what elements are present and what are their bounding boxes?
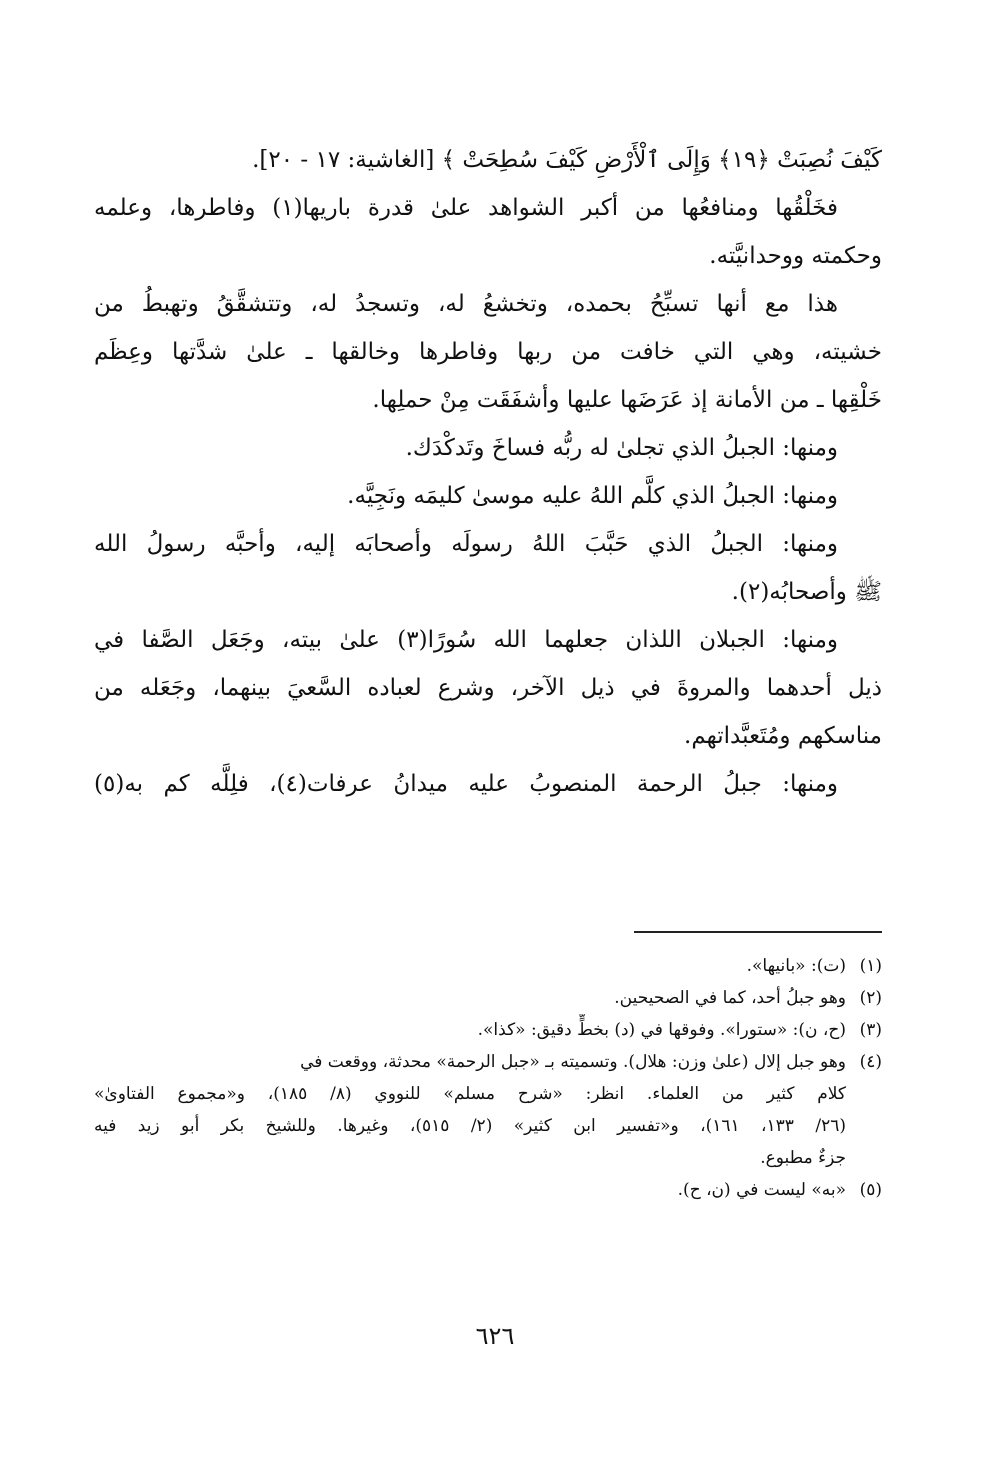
footnote-text: «به» ليست في (ن، ح). xyxy=(677,1180,846,1200)
text-line: فخَلْقُها ومنافعُها من أكبر الشواهد علىٰ قدرة باريها(١) وفاطرها، وعلمه xyxy=(94,195,839,221)
footnote-divider xyxy=(634,931,882,933)
text-line: وحكمته ووحدانيَّته. xyxy=(709,243,882,269)
footnote-1 xyxy=(94,950,882,982)
footnotes xyxy=(94,950,882,1206)
footnote-number: (١) xyxy=(859,956,882,976)
footnote-number: (٥) xyxy=(859,1180,882,1200)
text-line: هذا مع أنها تسبِّحُ بحمده، وتخشعُ له، وتسجدُ له، وتتشقَّقُ وتهبطُ من xyxy=(94,291,838,317)
text-line: ﷺ وأصحابُه(٢). xyxy=(731,579,882,605)
footnote-text: (ت): «بانيها». xyxy=(746,956,846,976)
text-line: ومنها: جبلُ الرحمة المنصوبُ عليه ميدانُ عرفات(٤)، فلِلَّه كم به(٥) xyxy=(94,771,838,797)
text-line: ومنها: الجبلُ الذي حَبَّبَ اللهُ رسولَه وأصحابَه إليه، وأحبَّه رسولُ الله xyxy=(94,531,838,557)
footnote-text: وهو جبل إلال (علىٰ وزن: هلال). وتسميته بـ «جبل الرحمة» محدثة، ووقعت في xyxy=(300,1052,846,1072)
footnote-number: (٢) xyxy=(859,988,882,1008)
footnote-text: (ح، ن): «ستورا». وفوقها في (د) بخطٍّ دقيق: «كذا». xyxy=(477,1020,846,1040)
text-line: مناسكهم ومُتَعبَّداتهم. xyxy=(684,723,882,749)
quran-verse-line: كَيْفَ نُصِبَتْ ﴿١٩﴾ وَإِلَى ٱلْأَرْضِ كَيْفَ سُطِحَتْ ﴾ [الغاشية: ١٧ - ٢٠]. xyxy=(252,147,882,173)
footnote-number: (٣) xyxy=(859,1020,882,1040)
text-line: خَلْقِها ـ من الأمانة إذ عَرَضَها عليها وأشفَقَت مِنْ حملِها. xyxy=(372,387,882,413)
main-text xyxy=(94,136,882,808)
page-number: ٦٢٦ xyxy=(475,1322,515,1350)
footnote-number: (٤) xyxy=(859,1052,882,1072)
text-line: ذيل أحدهما والمروةَ في ذيل الآخر، وشرع لعباده السَّعيَ بينهما، وجَعَله من xyxy=(94,675,882,701)
footnote-4-continuation: كلام كثير من العلماء. انظر: «شرح مسلم» للنووي (٨/ ١٨٥)، و«مجموع الفتاوىٰ» xyxy=(94,1084,846,1104)
text-line: ومنها: الجبلان اللذان جعلهما الله سُورًا(٣) علىٰ بيته، وجَعَل الصَّفا في xyxy=(94,627,838,653)
text-line: ومنها: الجبلُ الذي تجلىٰ له ربُّه فساخَ وتَدكْدَك. xyxy=(405,435,838,461)
footnote-3 xyxy=(94,1014,882,1046)
text-line: خشيته، وهي التي خافت من ربها وفاطرها وخالقها ـ علىٰ شدَّتها وعِظَم xyxy=(94,339,882,365)
footnote-text: وهو جبلُ أحد، كما في الصحيحين. xyxy=(614,988,846,1008)
footnote-4-continuation: (٢٦/ ١٣٣، ١٦١)، و«تفسير ابن كثير» (٢/ ٥١٥)، وغيرها. وللشيخ بكر أبو زيد فيه xyxy=(94,1116,846,1136)
footnote-4-continuation: جزءٌ مطبوع. xyxy=(760,1148,846,1168)
footnote-5 xyxy=(94,1174,882,1206)
footnote-2 xyxy=(94,982,882,1014)
text-line: ومنها: الجبلُ الذي كلَّم اللهُ عليه موسىٰ كليمَه ونَجِيَّه. xyxy=(347,483,838,509)
footnote-4 xyxy=(94,1046,882,1078)
